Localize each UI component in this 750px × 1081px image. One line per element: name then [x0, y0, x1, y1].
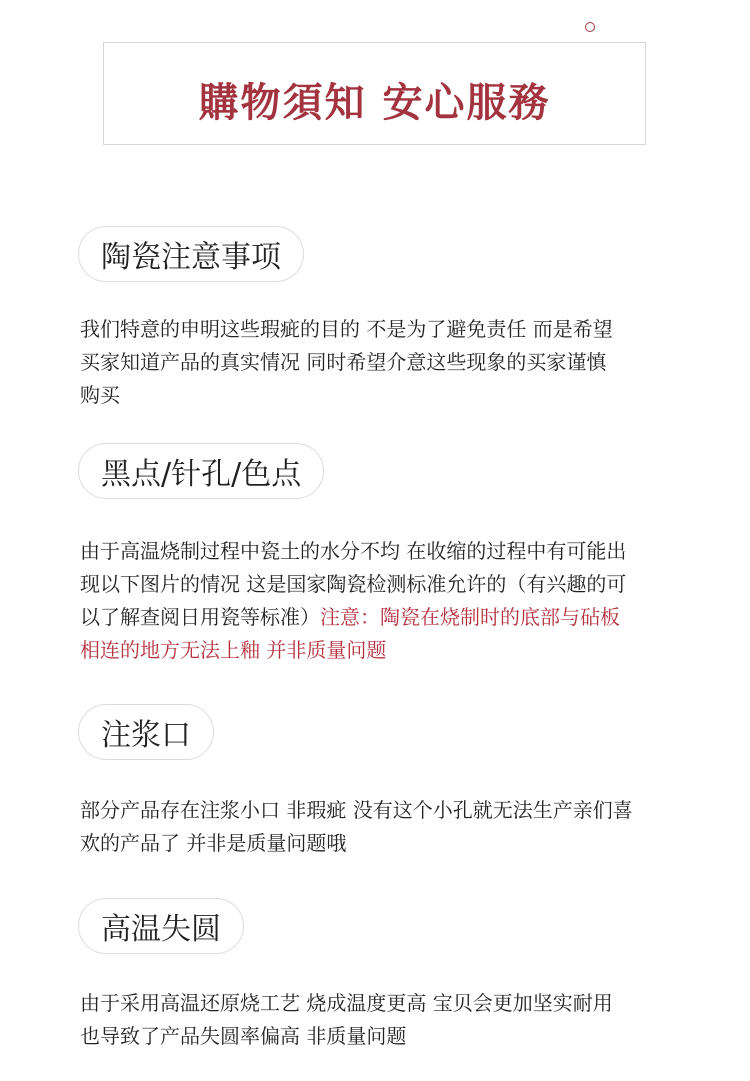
section-heading-roundness: 高温失圆 [78, 898, 244, 954]
text-line [80, 601, 700, 634]
text-line: 我们特意的申明这些瑕疵的目的 不是为了避免责任 而是希望 [80, 317, 613, 341]
section-text-black-dots [80, 535, 700, 667]
text-line: 部分产品存在注浆小口 非瑕疵 没有这个小孔就无法生产亲们喜 [80, 798, 633, 822]
text-line: 购买 [80, 383, 120, 407]
notice-text: 相连的地方无法上釉 并非质量问题 [80, 638, 387, 662]
section-heading-injection-hole: 注浆口 [78, 704, 214, 760]
section-text-ceramic-notes [80, 313, 700, 412]
text-line: 欢的产品了 并非是质量问题哦 [80, 831, 347, 855]
banner-title: 購物須知 安心服務 [198, 79, 551, 126]
text-line: 由于采用高温还原烧工艺 烧成温度更高 宝贝会更加坚实耐用 [80, 991, 613, 1015]
banner [103, 42, 646, 145]
notice-text: 注意：陶瓷在烧制时的底部与砧板 [320, 605, 620, 629]
section-text-injection-hole [80, 794, 700, 860]
text-segment: 以了解查阅日用瓷等标准） [80, 605, 320, 629]
text-line: 由于高温烧制过程中瓷土的水分不均 在收缩的过程中有可能出 [80, 539, 627, 563]
text-line: 也导致了产品失圆率偏高 非质量问题 [80, 1024, 407, 1048]
section-heading-black-dots: 黑点/针孔/色点 [78, 443, 324, 499]
text-line: 买家知道产品的真实情况 同时希望介意这些现象的买家谨慎 [80, 350, 607, 374]
text-line: 现以下图片的情况 这是国家陶瓷检测标准允许的（有兴趣的可 [80, 572, 627, 596]
section-text-roundness [80, 987, 700, 1053]
section-heading-ceramic-notes: 陶瓷注意事项 [78, 226, 304, 282]
circle-mark-icon [585, 22, 595, 32]
